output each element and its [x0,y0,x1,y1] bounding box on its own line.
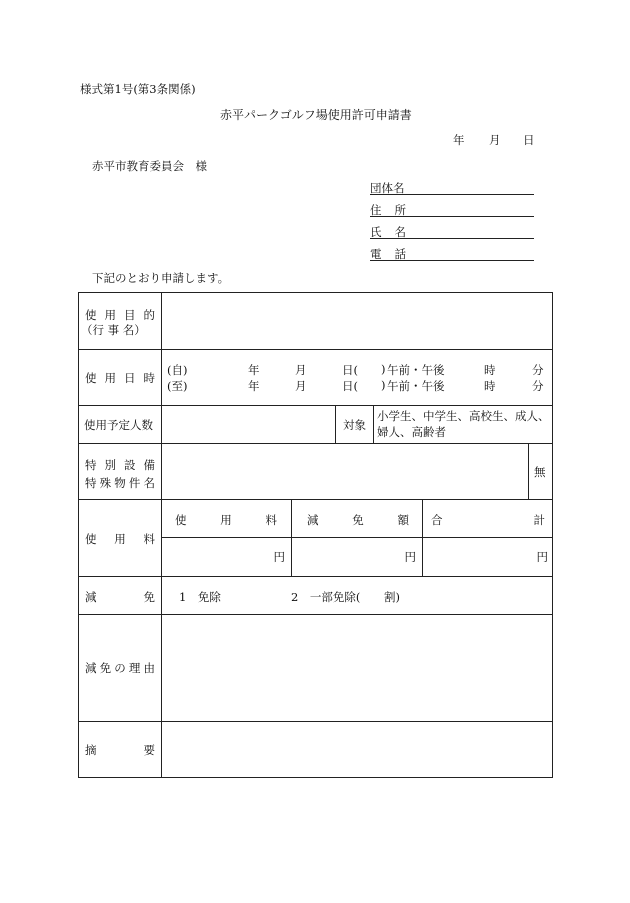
purpose-input[interactable] [163,295,549,347]
target-label: 対象 [343,418,366,432]
name-label-char: 名 [394,225,406,239]
label-char: 別 [104,458,116,472]
fee-header-reduction [307,512,409,528]
exemption-option-partial[interactable]: 2 一部免除( [291,590,361,604]
exemption-label [85,589,155,605]
name-label-char: 氏 [370,225,382,239]
label-char: 由 [143,661,155,675]
label-char: 使 [85,371,97,385]
summary-label [85,742,155,758]
reason-label [85,660,155,676]
from-year: 年 [248,363,260,377]
group-name-label: 団体名 [370,181,405,195]
usage-fee-input[interactable] [163,539,289,574]
from-month: 月 [295,363,307,377]
date-day: 日 [523,133,535,147]
from-minute: 分 [532,363,544,377]
fee-label [85,531,155,547]
from-close: ) [381,362,386,376]
reason-input[interactable] [163,616,549,719]
label-char: 特 [85,458,97,472]
label-char: 減 [85,590,97,604]
yen-unit: 円 [536,550,548,564]
phone-label-char: 話 [394,247,406,261]
label-char: 特 [85,476,97,490]
to-minute: 分 [532,379,544,393]
to-close: ) [381,378,386,392]
to-day: 日( [342,379,358,393]
application-table [78,292,553,778]
address-label-char: 所 [394,203,406,217]
applicant-name-field[interactable] [370,224,534,239]
to-year: 年 [248,379,260,393]
exemption-option-full[interactable]: 1 免除 [179,590,221,604]
purpose-sublabel: （行 事 名） [81,323,146,337]
header-char: 額 [397,513,409,527]
fee-header-total [431,512,545,528]
label-char: の [114,661,126,675]
to-hour: 時 [484,379,496,393]
yen-unit: 円 [404,550,416,564]
label-char: 要 [143,743,155,757]
intro-text: 下記のとおり申請します。 [92,271,230,285]
label-char: 件 [128,476,141,490]
addressee: 赤平市教育委員会 様 [92,159,207,173]
to-ampm: 午前・午後 [387,379,445,393]
header-char: 計 [533,513,545,527]
reduction-amount-input[interactable] [293,539,420,574]
applicant-phone-field[interactable] [370,246,534,261]
applicant-address-field[interactable] [370,202,534,217]
special-input[interactable] [163,445,526,497]
label-char: 日 [124,371,136,385]
label-char: 使 [85,532,97,546]
label-char: 目 [124,308,136,322]
label-char: 用 [104,308,116,322]
header-char: 免 [352,513,364,527]
label-char: 物 [114,476,126,490]
header-char: 合 [431,513,443,527]
label-char: 減 [85,661,97,675]
form-title: 赤平パークゴルフ場使用許可申請書 [220,108,412,122]
target-options-line1[interactable]: 小学生、中学生、高校生、成人、 [377,409,550,423]
summary-input[interactable] [163,723,549,775]
applicant-group-name-field[interactable] [370,180,534,195]
none-checkbox[interactable]: 無 [534,465,546,479]
label-char: 用 [114,532,126,546]
target-options-line2[interactable]: 婦人、高齢者 [377,425,446,439]
label-char: 時 [143,371,155,385]
from-prefix: (自) [167,363,188,377]
to-prefix: (至) [167,379,188,393]
from-ampm: 午前・午後 [387,363,445,377]
from-hour: 時 [484,363,496,377]
to-month: 月 [295,379,307,393]
label-char: 用 [104,371,116,385]
fee-header-usage [175,512,277,528]
date-year: 年 [453,133,465,147]
people-label: 使用予定人数 [84,418,153,432]
total-input[interactable] [424,539,550,574]
label-char: 殊 [99,476,112,490]
label-char: 免 [99,661,112,675]
header-char: 用 [220,513,232,527]
label-char: 摘 [85,743,97,757]
header-char: 使 [175,513,187,527]
exemption-rate-unit: 割) [384,590,400,604]
header-char: 減 [307,513,319,527]
people-count-input[interactable] [163,407,333,441]
label-char: 設 [124,458,136,472]
label-char: 理 [128,661,141,675]
header-char: 料 [265,513,277,527]
phone-label-char: 電 [370,247,382,261]
label-char: 的 [143,308,155,322]
label-char: 使 [85,308,97,322]
label-char: 備 [143,458,155,472]
from-day: 日( [342,363,358,377]
form-number: 様式第1号(第3条関係) [80,82,196,96]
address-label-char: 住 [370,203,382,217]
datetime-label [85,370,155,386]
label-char: 名 [143,476,155,490]
date-month: 月 [489,133,501,147]
label-char: 免 [143,590,155,604]
yen-unit: 円 [273,550,285,564]
label-char: 料 [143,532,155,546]
